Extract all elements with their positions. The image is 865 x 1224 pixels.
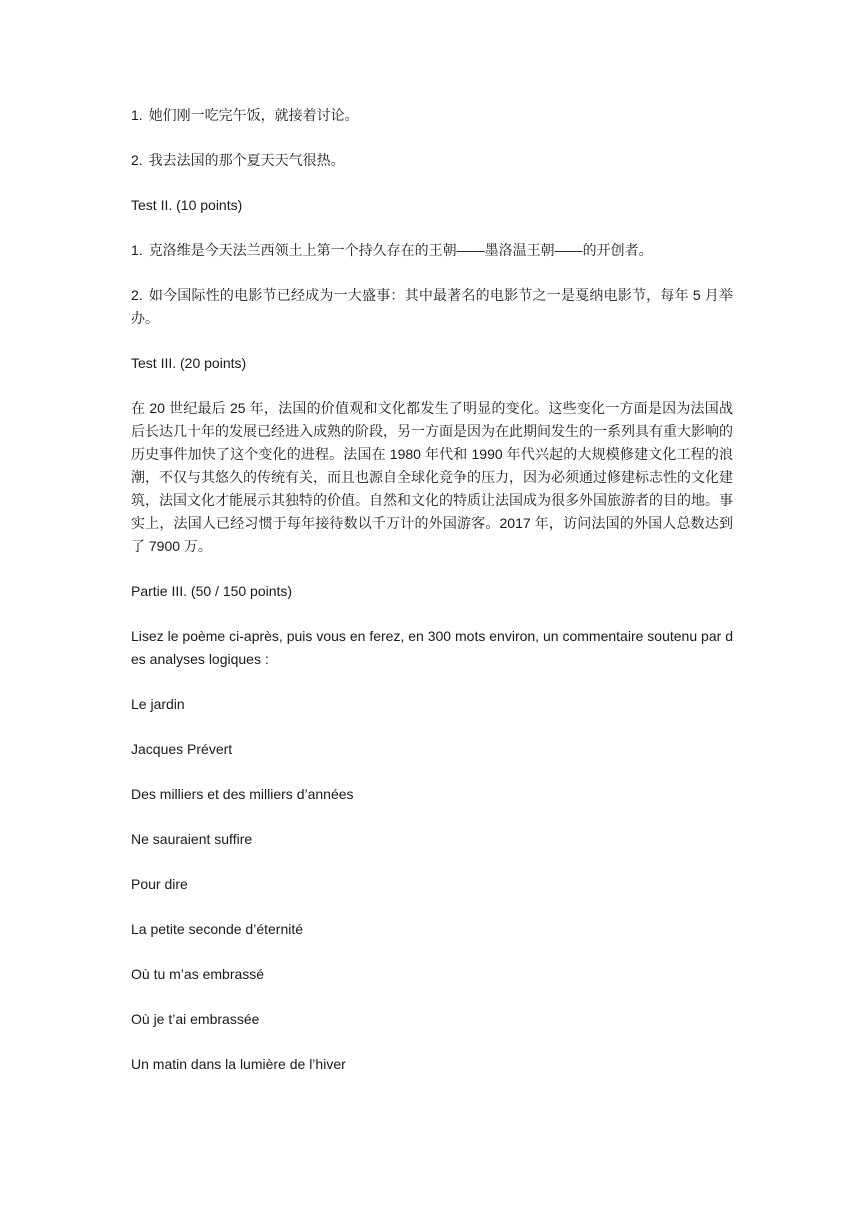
item-number: 2. — [131, 152, 143, 168]
document-content — [131, 104, 733, 1098]
poem-author: Jacques Prévert — [131, 741, 233, 757]
test2-item-2 — [131, 284, 733, 330]
test3-paragraph: 在 20 世纪最后 25 年，法国的价值观和文化都发生了明显的变化。这些变化一方面是因为法国战后长达几十年的发展已经进入成熟的阶段，另一方面是因为在此期间发生的一系列具有重大影响的历史事件加快了这个变化的进程。法国在 1980 年代和 1990 年代兴起的大规模修建文化工程的浪潮，不仅与其悠久的传统有关，而且也源自全球化竞争的压力，因为必须通过修建标志性的文化建筑，法国文化才能展示其独特的价值。自然和文化的特质让法国成为很多外国旅游者的目的地。事实上，法国人已经习惯于每年接待数以千万计的外国游客。2017 年，访问法国的外国人总数达到了 7900 万。 — [131, 400, 733, 554]
item-number: 2. — [131, 287, 143, 303]
item-text: 我去法国的那个夏天天气很热。 — [148, 152, 345, 168]
item-text: 克洛维是今天法兰西领土上第一个持久存在的王朝——墨洛温王朝——的开创者。 — [148, 242, 653, 258]
partie3-heading: Partie III. (50 / 150 points) — [131, 583, 293, 599]
test3-heading: Test III. (20 points) — [131, 355, 247, 371]
test1-item-2 — [131, 149, 733, 172]
item-number: 1. — [131, 107, 143, 123]
poem-line-6: Où je t’ai embrassée — [131, 1011, 260, 1027]
partie3-instruction: Lisez le poème ci-après, puis vous en ferez, en 300 mots environ, un commentaire soutenu par des analyses logiques : — [131, 628, 733, 667]
poem-line-2: Ne sauraient suffire — [131, 831, 253, 847]
poem-title: Le jardin — [131, 696, 185, 712]
poem-line-7: Un matin dans la lumière de l’hiver — [131, 1056, 346, 1072]
poem-line-3: Pour dire — [131, 876, 188, 892]
item-number: 1. — [131, 242, 143, 258]
poem-line-4: La petite seconde d’éternité — [131, 921, 304, 937]
item-text: 如今国际性的电影节已经成为一大盛事：其中最著名的电影节之一是戛纳电影节，每年 5 月举办。 — [131, 287, 733, 326]
poem-line-5: Où tu m’as embrassé — [131, 966, 265, 982]
item-text: 她们刚一吃完午饭，就接着讨论。 — [148, 107, 359, 123]
test2-heading: Test II. (10 points) — [131, 197, 243, 213]
test2-item-1 — [131, 239, 733, 262]
poem-line-1: Des milliers et des milliers d’années — [131, 786, 354, 802]
test1-item-1 — [131, 104, 733, 127]
